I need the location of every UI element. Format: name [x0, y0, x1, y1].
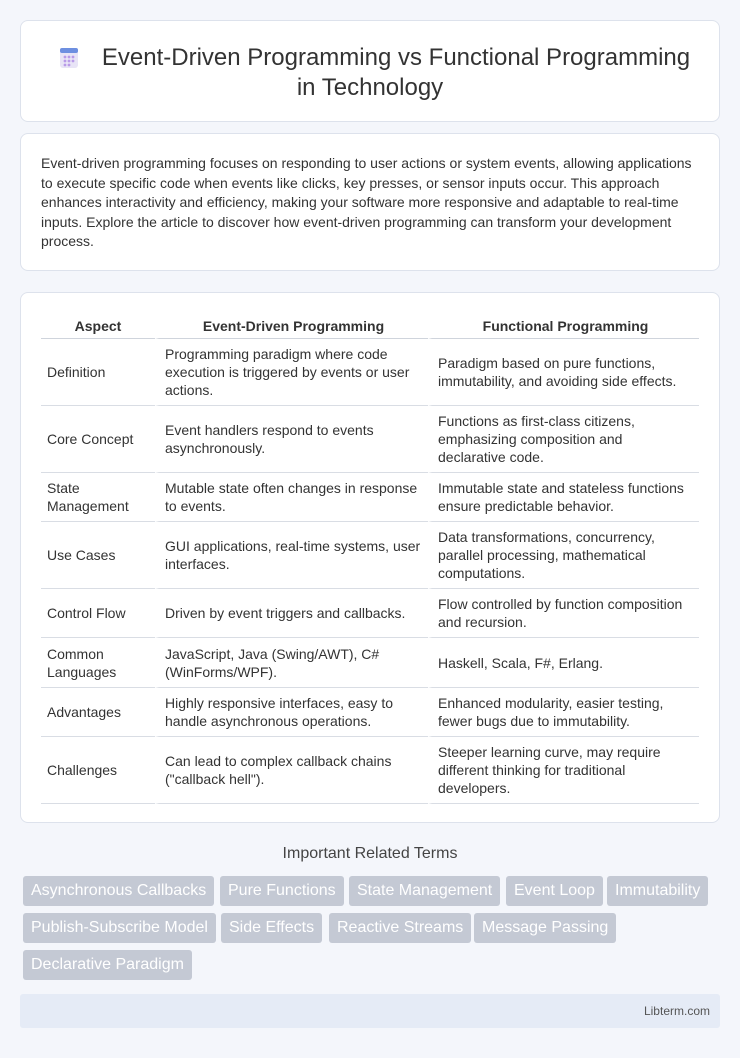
tag-declarative-paradigm[interactable]: Declarative Paradigm — [23, 950, 192, 980]
tag-immutability[interactable]: Immutability — [607, 876, 708, 906]
row-event-driven: Highly responsive interfaces, easy to handle asynchronous operations. — [155, 688, 428, 737]
header-aspect: Aspect — [41, 315, 155, 339]
row-aspect: Advantages — [41, 688, 155, 737]
tag-event-loop[interactable]: Event Loop — [506, 876, 603, 906]
row-functional: Paradigm based on pure functions, immutability, and avoiding side effects. — [428, 339, 699, 406]
page-title-line2: in Technology — [296, 74, 444, 101]
comparison-card — [20, 292, 720, 823]
row-event-driven: Mutable state often changes in response to events. — [155, 473, 428, 522]
table-row — [41, 589, 699, 638]
row-event-driven: Driven by event triggers and callbacks. — [155, 589, 428, 638]
title-card — [20, 20, 720, 122]
footer — [20, 994, 720, 1028]
row-functional: Haskell, Scala, F#, Erlang. — [428, 638, 699, 688]
page-title — [21, 43, 719, 103]
row-event-driven: Event handlers respond to events asynchronously. — [155, 406, 428, 473]
row-functional: Immutable state and stateless functions ensure predictable behavior. — [428, 473, 699, 522]
tag-pure-functions[interactable]: Pure Functions — [220, 876, 344, 906]
table-row — [41, 339, 699, 406]
intro-card — [20, 133, 720, 271]
row-aspect: Challenges — [41, 737, 155, 804]
row-functional: Enhanced modularity, easier testing, fewer bugs due to immutability. — [428, 688, 699, 737]
row-aspect: Core Concept — [41, 406, 155, 473]
related-terms-title: Important Related Terms — [282, 845, 458, 862]
tag-reactive-streams[interactable]: Reactive Streams — [329, 913, 471, 943]
tag-side-effects[interactable]: Side Effects — [221, 913, 322, 943]
tag-publish-subscribe-model[interactable]: Publish-Subscribe Model — [23, 913, 216, 943]
row-event-driven: Can lead to complex callback chains ("callback hell"). — [155, 737, 428, 804]
page-title-line1: Event-Driven Programming vs Functional Programming — [101, 44, 691, 71]
intro-paragraph: Event-driven programming focuses on responding to user actions or system events, allowing applications to execute specific code when events like clicks, key presses, or sensor inputs occur. This approach enhances interactivity and efficiency, making your software more responsive and adaptable to real-time inputs. Explore the article to discover how event-driven programming can transform your development process. — [41, 155, 692, 249]
row-functional: Flow controlled by function composition and recursion. — [428, 589, 699, 638]
header-functional: Functional Programming — [428, 315, 699, 339]
row-functional: Functions as first-class citizens, emphasizing composition and declarative code. — [428, 406, 699, 473]
row-aspect: Use Cases — [41, 522, 155, 589]
table-row — [41, 406, 699, 473]
row-aspect: Common Languages — [41, 638, 155, 688]
table-row — [41, 522, 699, 589]
header-event-driven: Event-Driven Programming — [155, 315, 428, 339]
table-row — [41, 688, 699, 737]
tag-state-management[interactable]: State Management — [349, 876, 500, 906]
row-aspect: Definition — [41, 339, 155, 406]
row-event-driven: Programming paradigm where code execution is triggered by events or user actions. — [155, 339, 428, 406]
row-aspect: State Management — [41, 473, 155, 522]
row-aspect: Control Flow — [41, 589, 155, 638]
table-header-row — [41, 315, 699, 339]
table-row — [41, 638, 699, 688]
row-event-driven: JavaScript, Java (Swing/AWT), C# (WinForms/WPF). — [155, 638, 428, 688]
row-event-driven: GUI applications, real-time systems, user interfaces. — [155, 522, 428, 589]
footer-site-link[interactable]: Libterm.com — [643, 1004, 710, 1018]
table-row — [41, 737, 699, 804]
row-functional: Data transformations, concurrency, parallel processing, mathematical computations. — [428, 522, 699, 589]
row-functional: Steeper learning curve, may require different thinking for traditional developers. — [428, 737, 699, 804]
tag-asynchronous-callbacks[interactable]: Asynchronous Callbacks — [23, 876, 214, 906]
tag-message-passing[interactable]: Message Passing — [474, 913, 616, 943]
table-row — [41, 473, 699, 522]
comparison-table — [41, 315, 699, 804]
